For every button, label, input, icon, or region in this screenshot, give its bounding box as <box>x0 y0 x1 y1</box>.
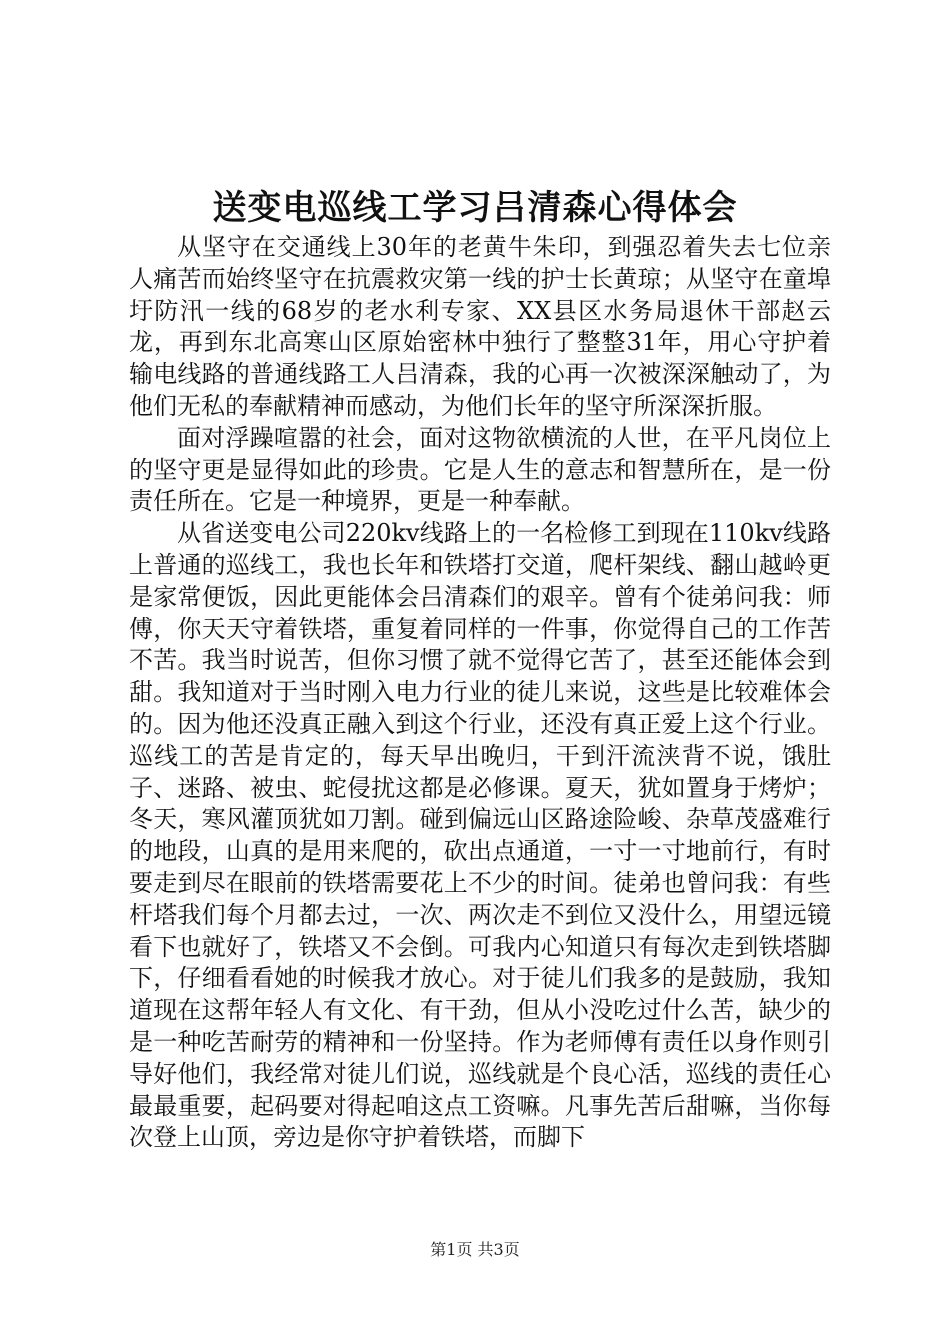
document-body <box>129 232 831 1154</box>
paragraph: 从坚守在交通线上30年的老黄牛朱印，到强忍着失去七位亲人痛苦而始终坚守在抗震救灾第一线的护士长黄琼；从坚守在童埠圩防汛一线的68岁的老水利专家、XX县区水务局退休干部赵云龙，再到东北高寒山区原始密林中独行了整整31年，用心守护着输电线路的普通线路工人吕清森，我的心再一次被深深触动了，为他们无私的奉献精神而感动，为他们长年的坚守所深深折服。 <box>129 233 831 420</box>
paragraph: 从省送变电公司220kv线路上的一名检修工到现在110kv线路上普通的巡线工，我也长年和铁塔打交道，爬杆架线、翻山越岭更是家常便饭，因此更能体会吕清森们的艰辛。曾有个徒弟问我：师傅，你天天守着铁塔，重复着同样的一件事，你觉得自己的工作苦不苦。我当时说苦，但你习惯了就不觉得它苦了，甚至还能体会到甜。我知道对于当时刚入电力行业的徒儿来说，这些是比较难体会的。因为他还没真正融入到这个行业，还没有真正爱上这个行业。巡线工的苦是肯定的，每天早出晚归，干到汗流浃背不说，饿肚子、迷路、被虫、蛇侵扰这都是必修课。夏天，犹如置身于烤炉；冬天，寒风灌顶犹如刀割。碰到偏远山区路途险峻、杂草茂盛难行的地段，山真的是用来爬的，砍出点通道，一寸一寸地前行，有时要走到尽在眼前的铁塔需要花上不少的时间。徒弟也曾问我：有些杆塔我们每个月都去过，一次、两次走不到位又没什么，用望远镜看下也就好了，铁塔又不会倒。可我内心知道只有每次走到铁塔脚下，仔细看看她的时候我才放心。对于徒儿们我多的是鼓励，我知道现在这帮年轻人有文化、有干劲，但从小没吃过什么苦，缺少的是一种吃苦耐劳的精神和一份坚持。作为老师傅有责任以身作则引导好他们，我经常对徒儿们说，巡线就是个良心活，巡线的责任心最最重要，起码要对得起咱这点工资嘛。凡事先苦后甜嘛，当你每次登上山顶，旁边是你守护着铁塔，而脚下 <box>129 519 831 1152</box>
paragraph: 面对浮躁喧嚣的社会，面对这物欲横流的人世，在平凡岗位上的坚守更是显得如此的珍贵。它是人生的意志和智慧所在，是一份责任所在。它是一种境界，更是一种奉献。 <box>129 423 831 516</box>
page-footer: 第1页 共3页 <box>430 1240 520 1259</box>
document-title: 送变电巡线工学习吕清森心得体会 <box>212 188 738 228</box>
